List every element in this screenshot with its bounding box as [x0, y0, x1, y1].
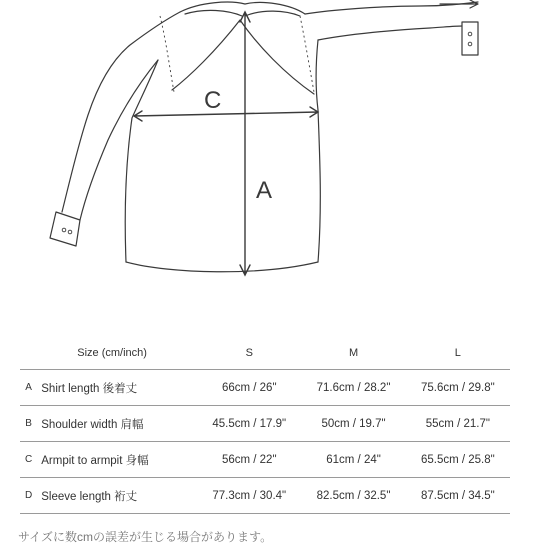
shirt-left-shoulder [62, 12, 180, 212]
cuff-button [62, 228, 66, 232]
table-row [20, 478, 510, 514]
row-value-m: 71.6cm / 28.2" [301, 370, 405, 406]
header-size-m: M [301, 337, 405, 370]
row-value-l: 75.6cm / 29.8" [406, 370, 510, 406]
row-measure-name: Shirt length 後着丈 [37, 370, 197, 406]
header-size-s: S [197, 337, 301, 370]
row-measure-name: Sleeve length 裄丈 [37, 478, 197, 514]
shirt-collar-inner [185, 10, 300, 16]
measure-arrow-c [134, 107, 318, 121]
size-table [20, 337, 510, 514]
row-measure-name: Armpit to armpit 身幅 [37, 442, 197, 478]
row-measure-name: Shoulder width 肩幅 [37, 406, 197, 442]
row-code: B [20, 406, 37, 442]
measure-label-a: A [256, 177, 273, 204]
row-value-m: 61cm / 24" [301, 442, 405, 478]
row-code: D [20, 478, 37, 514]
yoke-seam-right [300, 16, 314, 92]
shirt-left-sleeve-inner [80, 60, 158, 220]
measure-arrow-a [240, 12, 250, 275]
size-tolerance-note: サイズに数cmの誤差が生じる場合があります。 [18, 530, 273, 544]
header-size-l: L [406, 337, 510, 370]
row-code: C [20, 442, 37, 478]
row-code: A [20, 370, 37, 406]
table-row [20, 370, 510, 406]
row-value-l: 55cm / 21.7" [406, 406, 510, 442]
row-value-m: 82.5cm / 32.5" [301, 478, 405, 514]
table-header-row [20, 337, 510, 370]
header-code [20, 337, 37, 370]
cuff-button [468, 42, 472, 46]
yoke-seam-left [160, 16, 174, 92]
shirt-right-cuff [462, 22, 478, 55]
row-value-l: 87.5cm / 34.5" [406, 478, 510, 514]
shirt-left-side [125, 60, 158, 262]
row-value-s: 45.5cm / 17.9" [197, 406, 301, 442]
cuff-button [68, 230, 72, 234]
row-value-s: 77.3cm / 30.4" [197, 478, 301, 514]
row-value-s: 56cm / 22" [197, 442, 301, 478]
row-value-m: 50cm / 19.7" [301, 406, 405, 442]
header-size-unit: Size (cm/inch) [37, 337, 197, 370]
back-yoke-line [172, 20, 314, 94]
measure-label-c: C [204, 87, 222, 114]
table-row [20, 442, 510, 478]
shirt-right-sleeve-lower [318, 26, 462, 40]
row-value-l: 65.5cm / 25.8" [406, 442, 510, 478]
shirt-right-side [316, 40, 320, 262]
shirt-right-sleeve-top-arrow [440, 0, 478, 8]
row-value-s: 66cm / 26" [197, 370, 301, 406]
shirt-hem [126, 262, 318, 272]
cuff-button [468, 32, 472, 36]
table-row [20, 406, 510, 442]
